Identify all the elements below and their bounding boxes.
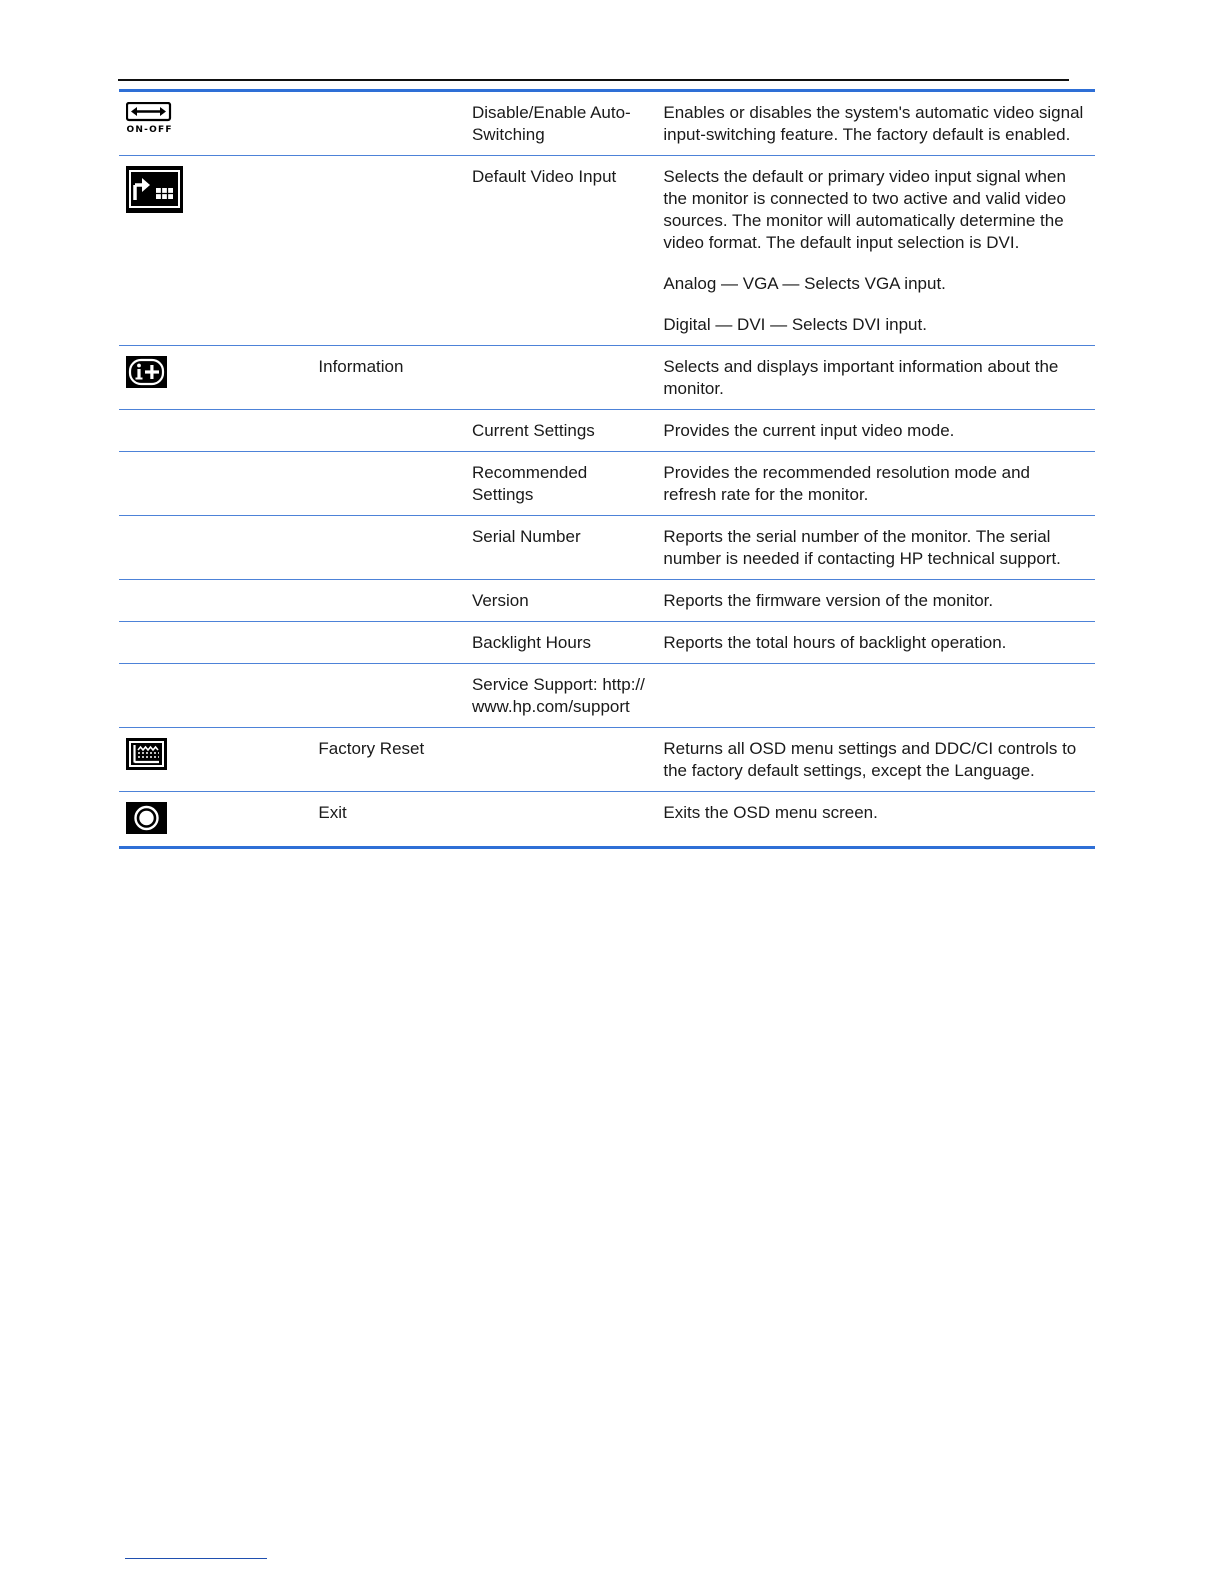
table-row: [119, 516, 1095, 580]
table-row: [119, 452, 1095, 516]
table-row: [119, 410, 1095, 452]
information-icon: [126, 356, 167, 388]
table-row: [119, 728, 1095, 792]
table-row: [119, 91, 1095, 156]
main-menu-cell: [310, 516, 464, 580]
description-text: Provides the recommended resolution mode and refresh rate for the monitor.: [663, 463, 1031, 504]
submenu-cell: [464, 728, 655, 792]
description-cell: [655, 664, 1095, 728]
submenu-cell: Service Support: http:// www.hp.com/support: [464, 664, 655, 728]
description-cell: [655, 91, 1095, 156]
description-text: Analog — VGA — Selects VGA input.: [663, 274, 946, 293]
main-menu-cell: [310, 452, 464, 516]
description-cell: [655, 156, 1095, 346]
description-text: Returns all OSD menu settings and DDC/CI controls to the factory default settings, except the Language.: [663, 739, 1077, 780]
description-text: Reports the serial number of the monitor. The serial number is needed if contacting HP technical support.: [663, 527, 1061, 568]
submenu-cell: Version: [464, 580, 655, 622]
submenu-cell: Default Video Input: [464, 156, 655, 346]
description-cell: [655, 452, 1095, 516]
description-cell: [655, 792, 1095, 848]
main-menu-cell: [310, 580, 464, 622]
icon-cell: [119, 156, 310, 346]
table-row: [119, 792, 1095, 848]
description-text: Exits the OSD menu screen.: [663, 803, 878, 822]
factory-reset-icon: [126, 738, 167, 770]
table-row: [119, 346, 1095, 410]
table-row: [119, 580, 1095, 622]
description-cell: [655, 622, 1095, 664]
description-text: Selects and displays important information about the monitor.: [663, 357, 1059, 398]
icon-cell: [119, 346, 310, 410]
submenu-cell: Disable/Enable Auto-Switching: [464, 91, 655, 156]
main-menu-cell: [310, 664, 464, 728]
submenu-cell: [464, 346, 655, 410]
table-row: [119, 156, 1095, 346]
submenu-cell: Recommended Settings: [464, 452, 655, 516]
main-menu-cell: [310, 91, 464, 156]
main-menu-cell: [310, 622, 464, 664]
main-menu-cell: Exit: [318, 803, 347, 822]
description-cell: [655, 516, 1095, 580]
main-menu-cell: Information: [310, 346, 464, 410]
icon-cell: [119, 580, 310, 622]
submenu-cell: [464, 792, 655, 848]
main-menu-cell: [310, 410, 464, 452]
icon-cell: [119, 452, 310, 516]
description-text: Selects the default or primary video input signal when the monitor is connected to two active and valid video sources. The monitor will automatically determine the video format. The default input selection is DVI.: [663, 167, 1066, 252]
submenu-cell: Backlight Hours: [464, 622, 655, 664]
description-cell: [655, 728, 1095, 792]
description-text: Provides the current input video mode.: [663, 421, 955, 440]
table-row: [119, 664, 1095, 728]
icon-cell: [119, 792, 310, 848]
auto-switch-on-off-icon: [126, 102, 172, 134]
footnote-rule: [125, 1558, 267, 1559]
osd-menu-table: [119, 89, 1095, 849]
main-menu-cell: [310, 156, 464, 346]
table-row: [119, 622, 1095, 664]
submenu-cell: Current Settings: [464, 410, 655, 452]
description-text: Reports the firmware version of the monitor.: [663, 591, 994, 610]
description-text: Digital — DVI — Selects DVI input.: [663, 315, 927, 334]
icon-cell: [119, 91, 310, 156]
description-text: Reports the total hours of backlight operation.: [663, 633, 1007, 652]
icon-cell: [119, 622, 310, 664]
icon-cell: [119, 516, 310, 580]
description-cell: [655, 346, 1095, 410]
description-text: Enables or disables the system's automatic video signal input-switching feature. The factory default is enabled.: [663, 103, 1084, 144]
icon-cell: [119, 410, 310, 452]
submenu-cell: Serial Number: [464, 516, 655, 580]
header-rule: [118, 79, 1069, 81]
on-off-label: ON-OFF: [126, 125, 172, 134]
description-cell: [655, 410, 1095, 452]
icon-cell: [119, 728, 310, 792]
default-video-input-icon: [126, 166, 183, 213]
icon-cell: [119, 664, 310, 728]
description-cell: [655, 580, 1095, 622]
main-menu-cell: Factory Reset: [310, 728, 464, 792]
exit-icon: [126, 802, 167, 834]
